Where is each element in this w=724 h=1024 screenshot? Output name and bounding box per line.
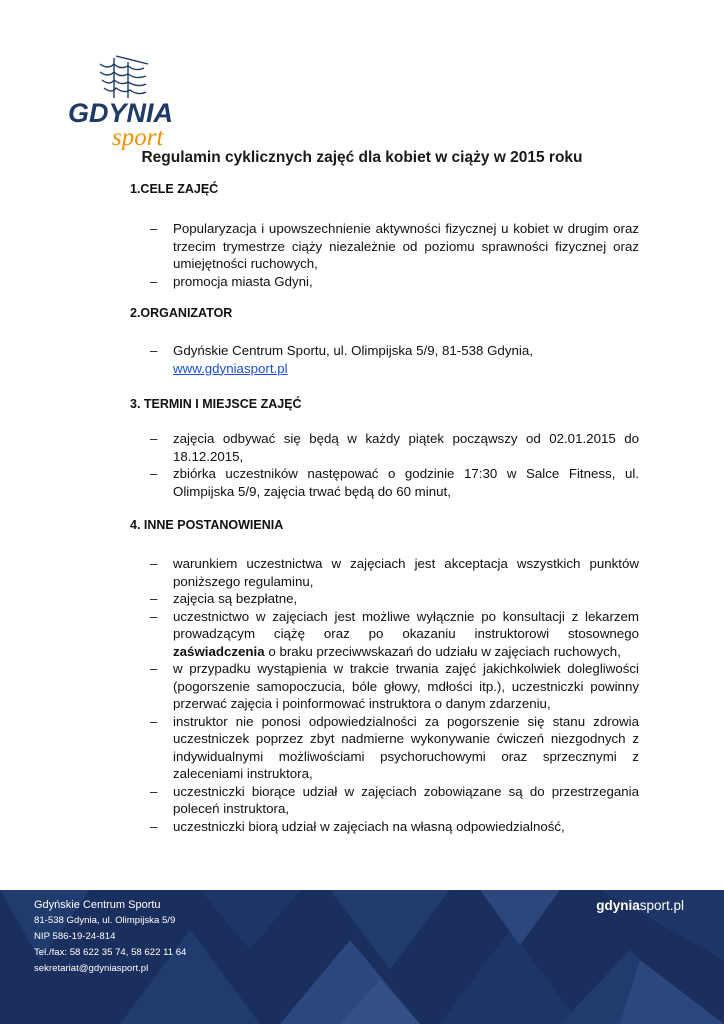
footer-phone: Tel./fax: 58 622 35 74, 58 622 11 64 [34,947,187,958]
organizer-list [130,342,639,377]
section-heading-goals: 1.CELE ZAJĘĆ [130,182,219,196]
logo-brand-text: GDYNIA [68,98,174,128]
list-item [130,342,639,377]
organizer-address: Gdyńskie Centrum Sportu, ul. Olimpijska 5/9, 81-538 Gdynia, [173,343,533,358]
footer-banner [0,890,724,1024]
provision-text: uczestnictwo w zajęciach jest możliwe wyłącznie po konsultacji z lekarzem prowadzącym ciążę oraz po okazaniu instruktorowi stosownego [173,608,639,641]
footer-contact [34,897,186,977]
list-item: – w przypadku wystąpienia w trakcie trwania zajęć jakichkolwiek dolegliwości (pogorszenie samopoczucia, bóle głowy, mdłości itp.), uczestniczki powinny przerwać zajęcia i poinformować instruktora o danym zdarzeniu, [130,660,639,713]
organizer-website-link[interactable]: www.gdyniasport.pl [173,360,288,376]
footer-org-name: Gdyńskie Centrum Sportu [34,899,161,911]
footer-domain[interactable] [596,898,684,913]
footer-domain-rest: sport.pl [639,898,684,913]
goals-list [130,220,639,290]
section-heading-organizer: 2.ORGANIZATOR [130,306,233,320]
sailing-ship-icon [66,52,178,150]
footer-address: 81-538 Gdynia, ul. Olimpijska 5/9 [34,915,176,926]
logo-sport-text: sport [112,124,164,150]
list-item: – promocja miasta Gdyni, [130,273,639,291]
provision-text: o braku przeciwwskazań do udziału w zajęciach ruchowych, [268,643,621,659]
schedule-list [130,430,639,500]
list-item: – Popularyzacja i upowszechnienie aktywności fizycznej u kobiet w drugim oraz trzecim trymestrze ciąży niezależnie od poziomu sprawności fizycznej oraz umiejętności ruchowych, [130,220,639,273]
list-item: – warunkiem uczestnictwa w zajęciach jest akceptacja wszystkich punktów poniższego regulaminu, [130,555,639,590]
list-item: – instruktor nie ponosi odpowiedzialności za pogorszenie się stanu zdrowia uczestniczek poprzez zbyt nadmierne wykonywanie ćwiczeń niezgodnych z indywidualnymi możliwościami psychoruchowymi oraz sprzecznymi z zaleceniami instruktora, [130,713,639,783]
list-item: – zajęcia odbywać się będą w każdy piątek począwszy od 02.01.2015 do 18.12.2015, [130,430,639,465]
footer-nip: NIP 586-19-24-814 [34,931,116,942]
section-heading-schedule: 3. TERMIN I MIEJSCE ZAJĘĆ [130,397,302,411]
list-item: – uczestniczki biorące udział w zajęciach zobowiązane są do przestrzegania poleceń instruktora, [130,783,639,818]
footer-email[interactable]: sekretariat@gdyniasport.pl [34,963,149,974]
document-title: Regulamin cyklicznych zajęć dla kobiet w ciąży w 2015 roku [141,149,583,166]
list-item: – uczestniczki biorą udział w zajęciach na własną odpowiedzialność, [130,818,639,836]
provisions-list [130,555,639,835]
gdynia-sport-logo [66,52,178,150]
section-heading-other-provisions: 4. INNE POSTANOWIENIA [130,518,284,532]
list-item [130,608,639,661]
list-item: – zajęcia są bezpłatne, [130,590,639,608]
list-item: – zbiórka uczestników następować o godzinie 17:30 w Salce Fitness, ul. Olimpijska 5/9, zajęcia trwać będą do 60 minut, [130,465,639,500]
bold-certificate-text: zaświadczenia [173,643,265,659]
footer-domain-bold: gdynia [596,898,640,913]
